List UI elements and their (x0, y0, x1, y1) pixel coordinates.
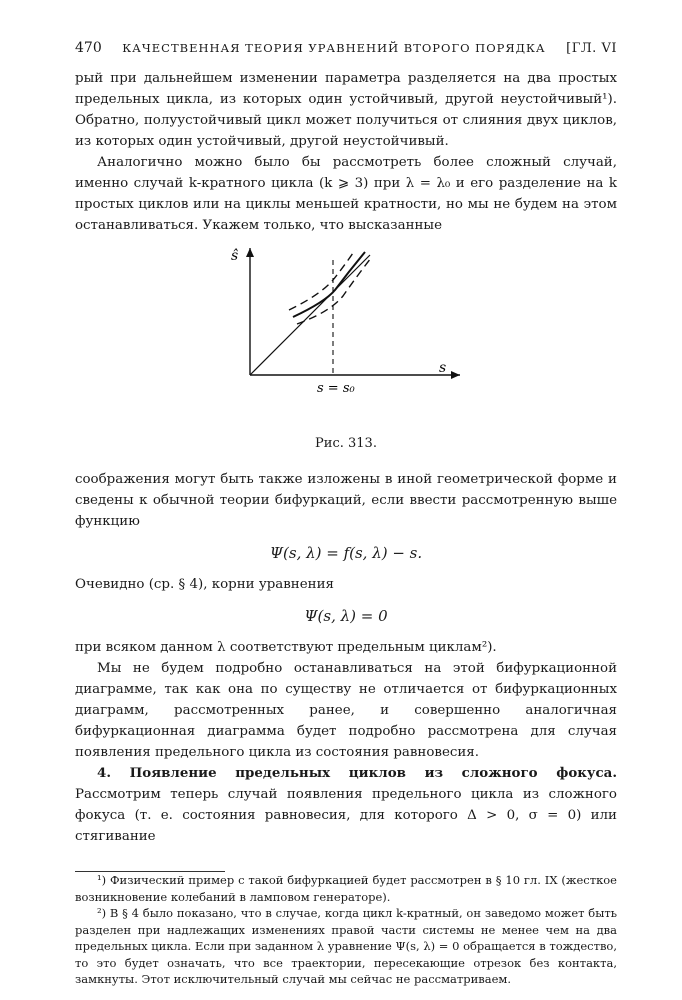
formula-psi-definition: Ψ(s, λ) = f(s, λ) − s. (269, 544, 423, 562)
x-axis-label: s (439, 360, 447, 376)
running-header (75, 40, 617, 56)
footnote-2: ²) В § 4 было показано, что в случае, когда цикл k-кратный, он заведомо может быть разделен при надлежащих изменениях правой части системы не менее чем на два предельных цикла. Если при заданном λ уравнение Ψ(s, λ) = 0 обращается в тождество, то это будет означать, что все траектории, пересекающие отрезок без контакта, замкнуты. Этот исключительный случай мы сейчас не рассматриваем. (75, 906, 617, 986)
footnote-1: ¹) Физический пример с такой бифуркацией будет рассмотрен в § 10 гл. IX (жесткое возникновение колебаний в ламповом генераторе). (75, 873, 617, 904)
paragraph-4: Очевидно (ср. § 4), корни уравнения (75, 577, 334, 592)
page (75, 40, 617, 988)
paragraph-7-body: Рассмотрим теперь случай появления предельного цикла из сложного фокуса (т. е. состояния равновесия, для которого Δ > 0, σ = 0) или стягивание (75, 787, 617, 844)
paragraph-5: при всяком данном λ соответствуют предельным циклам²). (75, 640, 497, 655)
chapter-label: [ГЛ. VI (566, 41, 617, 56)
bifurcation-diagram (225, 240, 465, 420)
x-axis-arrow-icon (451, 371, 460, 379)
section-heading: 4. Появление предельных циклов из сложного фокуса. (97, 765, 617, 781)
paragraph-2: Аналогично можно было бы рассмотреть более сложный случай, именно случай k-кратного цикла (k ⩾ 3) при λ = λ₀ и его разделение на k простых циклов или на циклы меньшей кратности, но мы не будем на этом останавливаться. Укажем только, что высказанные (75, 155, 617, 233)
figure-313 (75, 240, 617, 430)
paragraph-6: Мы не будем подробно останавливаться на этой бифуркационной диаграмме, так как она по существу не отличается от бифуркационных диаграмм, рассмотренных ранее, и совершенно аналогичная бифуркационная диаграмма будет подробно рассмотрена для случая появления предельного цикла из состояния равновесия. (75, 661, 617, 760)
page-number: 470 (75, 40, 102, 56)
paragraph-7 (75, 763, 617, 847)
y-axis-label: ŝ (231, 248, 239, 264)
s0-label: s = s₀ (317, 381, 355, 396)
y-axis-arrow-icon (246, 248, 254, 257)
figure-caption: Рис. 313. (315, 436, 377, 451)
running-title: КАЧЕСТВЕННАЯ ТЕОРИЯ УРАВНЕНИЙ ВТОРОГО ПОРЯДКА (122, 41, 546, 55)
paragraph-3: соображения могут быть также изложены в иной геометрической форме и сведены к обычной теории бифуркаций, если ввести рассмотренную выше функцию (75, 472, 617, 529)
formula-psi-zero: Ψ(s, λ) = 0 (304, 607, 388, 625)
paragraph-1: рый при дальнейшем изменении параметра разделяется на два простых предельных цикла, из которых один устойчивый, другой неустойчивый¹). Обратно, полуустойчивый цикл может получиться от слияния двух циклов, из которых один устойчивый, другой неустойчивый. (75, 71, 617, 149)
curve-tangent (293, 252, 365, 317)
bisector-line (250, 255, 370, 375)
